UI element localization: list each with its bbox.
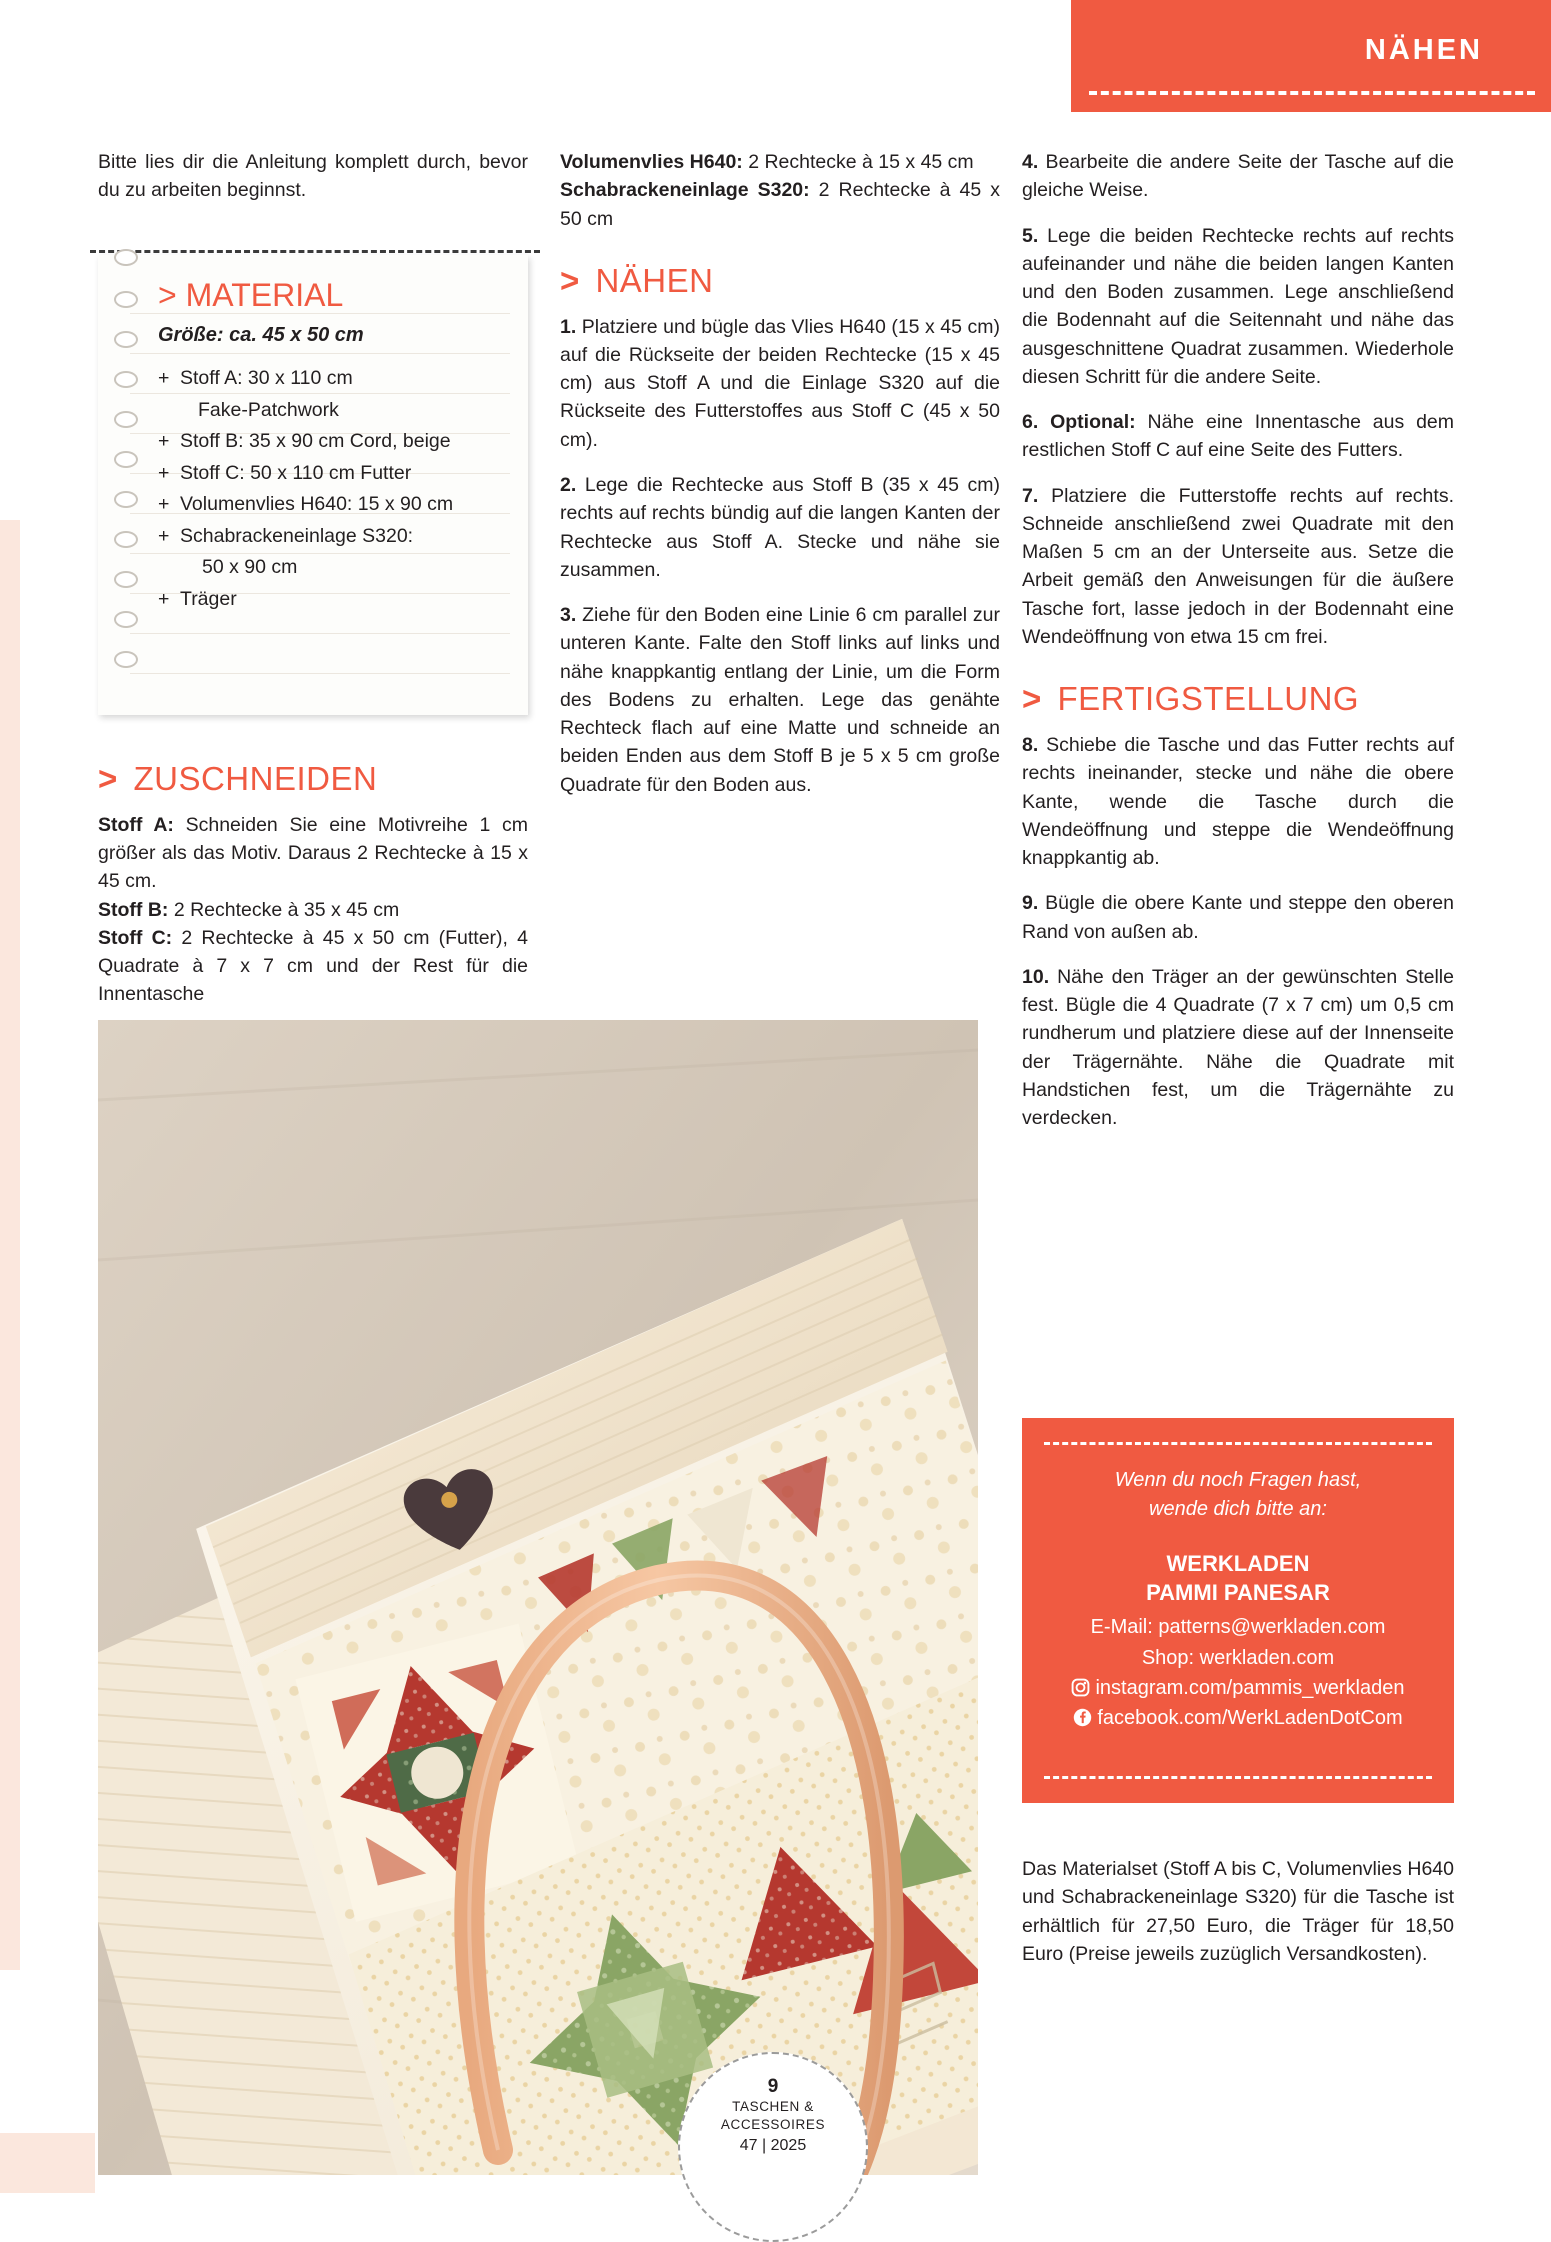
material-item-label: Fake-Patchwork <box>198 398 339 421</box>
instagram-icon <box>1071 1678 1090 1697</box>
naehen-step-1 <box>560 313 1000 454</box>
step-number: 1. <box>560 315 577 338</box>
facebook-icon <box>1073 1708 1092 1727</box>
zuschneiden-stoff-a <box>98 811 528 896</box>
zuschneiden-stoff-c <box>98 924 528 1009</box>
contact-shop[interactable]: Shop: werkladen.com <box>1141 1646 1335 1669</box>
material-item <box>158 552 506 584</box>
intro-paragraph: Bitte lies dir die Anleitung komplett durch, bevor du zu arbeiten beginnst. <box>98 151 528 202</box>
volumenvlies-text: 2 Rechtecke à 15 x 45 cm <box>742 151 974 173</box>
material-item <box>158 426 506 458</box>
chevron-right-icon: > <box>158 277 177 313</box>
volumenvlies-line <box>560 148 1000 176</box>
plus-icon: + <box>158 367 170 389</box>
project-photo <box>98 1020 978 2175</box>
contact-dash-bottom <box>1044 1776 1432 1779</box>
fertigstellung-title-text: FERTIGSTELLUNG <box>1057 680 1360 718</box>
material-item <box>158 584 506 616</box>
schabrackeneinlage-text: 2 Rechtecke à 45 x 50 cm <box>560 179 1000 230</box>
stoff-b-label: Stoff B: <box>98 898 169 921</box>
zuschneiden-title <box>98 755 528 803</box>
step-text: Lege die Rechtecke aus Stoff B (35 x 45 cm) rechts auf rechts bündig auf die langen Kanten der Rechtecke aus Stoff A. Stecke und nähe sie zusammen. <box>560 473 1000 581</box>
chevron-right-icon: > <box>560 261 580 299</box>
plus-icon: + <box>158 588 170 611</box>
step-text: Platziere die Futterstoffe rechts auf rechts. Schneide anschließend zwei Quadrate mit den Maßen 5 cm an der Unterseite aus. Setze die Arbeit gemäß den Anweisungen für die äußere Tasche fort, lasse jedoch in der Bodennaht eine Wendeöffnung von etwa 15 cm frei. <box>1022 484 1454 648</box>
stoff-a-label: Stoff A: <box>98 813 174 836</box>
contact-intro-line2: wende dich bitte an: <box>1149 1498 1327 1520</box>
column-two <box>560 148 1000 816</box>
step-text: Nähe eine Innentasche aus dem restlichen Stoff C auf eine Seite des Futters. <box>1022 411 1455 462</box>
volumenvlies-label: Volumenvlies H640: <box>560 151 743 173</box>
material-item <box>158 363 506 395</box>
fertigstellung-step-8 <box>1022 731 1454 872</box>
step-number: 8. <box>1022 734 1039 757</box>
step-text: Ziehe für den Boden eine Linie 6 cm parallel zur unteren Kante. Falte den Stoff links auf links und nähe knappkantig entlang der Linie, um die Form des Bodens zu erhalten. Lege das genähte Rechteck flach auf eine Matte und schneide an beiden Enden aus dem Stoff B je 5 x 5 cm große Quadrate für den Boden aus. <box>560 604 1000 796</box>
plus-icon: + <box>158 461 170 484</box>
naehen-title-text: NÄHEN <box>595 261 714 299</box>
naehen-step-2 <box>560 471 1000 584</box>
zuschneiden-stoff-b <box>98 896 528 924</box>
material-item-label: Stoff A: 30 x 110 cm <box>180 367 353 389</box>
stoff-c-label: Stoff C: <box>98 926 173 949</box>
material-note-card <box>98 255 528 715</box>
category-banner-label: NÄHEN <box>1364 34 1483 66</box>
step-text: Nähe den Träger an der gewünschten Stelle fest. Bügle die 4 Quadrate (7 x 7 cm) um 0,5 cm rundherum und platziere diese auf der Innenseite der Trägernähte. Nähe die Quadrate mit Handstichen fest, um die Trägernähte zu verdecken. <box>1022 965 1454 1130</box>
contact-facebook-row[interactable] <box>1022 1704 1454 1732</box>
material-title <box>158 277 506 314</box>
step-text: Lege die beiden Rechtecke rechts auf rechts aufeinander und nähe die beiden langen Kanten und den Boden zusammen. Lege anschließend die Bodennaht auf die Seitennaht und nähe das ausgeschnittene Quadrat zusammen. Wiederhole diesen Schritt für die andere Seite. <box>1022 224 1454 388</box>
contact-intro-line1: Wenn du noch Fragen hast, <box>1114 1469 1362 1491</box>
naehen-title <box>560 257 1000 305</box>
zuschneiden-title-text: ZUSCHNEIDEN <box>133 760 378 797</box>
naehen-step-3 <box>560 601 1000 799</box>
step-text: Platziere und bügle das Vlies H640 (15 x 45 cm) auf die Rückseite der beiden Rechtecke (15 x 45 cm) aus Stoff A und die Einlage S320 auf die Rückseite des Futterstoffes aus Stoff C (45 x 50 cm). <box>560 315 1000 451</box>
naehen-step-4 <box>1022 148 1454 205</box>
fertigstellung-step-9 <box>1022 889 1454 946</box>
footer-line-1: TASCHEN & <box>732 2099 814 2114</box>
plus-icon: + <box>158 493 170 516</box>
zuschneiden-section <box>98 755 528 1009</box>
footer-issue: 47 | 2025 <box>739 2137 807 2155</box>
plus-icon: + <box>158 430 170 453</box>
step-number: 9. <box>1022 892 1039 915</box>
naehen-step-5 <box>1022 222 1454 392</box>
contact-box <box>1022 1418 1454 1803</box>
bottom-left-bleed-strip <box>0 2133 95 2193</box>
material-title-text: MATERIAL <box>185 277 344 313</box>
material-item-label: Stoff B: 35 x 90 cm Cord, beige <box>180 430 451 453</box>
chevron-right-icon: > <box>1022 680 1042 718</box>
step-text: Bearbeite die andere Seite der Tasche auf die gleiche Weise. <box>1022 151 1454 202</box>
naehen-step-7 <box>1022 482 1454 652</box>
material-item-label: Träger <box>180 588 237 611</box>
schabrackeneinlage-line <box>560 176 1000 233</box>
material-item-label: Volumenvlies H640: 15 x 90 cm <box>180 493 454 516</box>
material-item-label: Stoff C: 50 x 110 cm Futter <box>180 461 412 484</box>
material-size: Größe: ca. 45 x 50 cm <box>158 324 364 346</box>
material-item <box>158 489 506 521</box>
step-number: 5. <box>1022 224 1039 247</box>
material-list <box>158 363 506 616</box>
stoff-c-text: 2 Rechtecke à 45 x 50 cm (Futter), 4 Quadrate à 7 x 7 cm und der Rest für die Innentasche <box>98 926 528 1006</box>
footer-badge <box>678 2052 868 2242</box>
footer-line-2: ACCESSOIRES <box>720 2117 826 2133</box>
step-number: 10. <box>1022 965 1050 988</box>
schabrackeneinlage-label: Schabrackeneinlage S320: <box>560 179 810 202</box>
category-banner <box>1071 0 1551 112</box>
column-three <box>1022 148 1454 1150</box>
contact-instagram-row[interactable] <box>1022 1674 1454 1702</box>
step-number: 6. Optional: <box>1022 411 1136 434</box>
note-top-dashed-rule <box>90 250 540 253</box>
contact-dash-top <box>1044 1442 1432 1445</box>
material-item <box>158 395 506 427</box>
step-number: 7. <box>1022 484 1039 507</box>
material-item <box>158 521 506 553</box>
plus-icon: + <box>158 524 170 547</box>
left-bleed-strip <box>0 520 20 1970</box>
contact-facebook: facebook.com/WerkLadenDotCom <box>1097 1707 1403 1730</box>
page-number: 9 <box>767 2076 779 2097</box>
fertigstellung-title <box>1022 675 1454 723</box>
contact-email[interactable]: E-Mail: patterns@werkladen.com <box>1090 1616 1386 1639</box>
step-text: Schiebe die Tasche und das Futter rechts auf rechts ineinander, stecke und nähe die obere Kante, wende die Tasche durch die Wendeöffnung und steppe die Wendeöffnung knappkantig ab. <box>1022 734 1454 870</box>
chevron-right-icon: > <box>98 760 118 797</box>
step-text: Bügle die obere Kante und steppe den oberen Rand von außen ab. <box>1022 892 1454 943</box>
fertigstellung-step-10 <box>1022 963 1454 1133</box>
material-item-label: 50 x 90 cm <box>202 556 298 579</box>
banner-dashed-rule <box>1089 91 1535 95</box>
naehen-step-6 <box>1022 408 1454 465</box>
contact-name-line2: PAMMI PANESAR <box>1146 1579 1330 1605</box>
contact-name-line1: WERKLADEN <box>1166 1551 1310 1576</box>
step-number: 4. <box>1022 151 1039 173</box>
material-item <box>158 458 506 490</box>
column-one <box>98 148 528 222</box>
stoff-b-text: 2 Rechtecke à 35 x 45 cm <box>168 898 400 921</box>
materialset-note: Das Materialset (Stoff A bis C, Volumenvlies H640 und Schabrackeneinlage S320) für die Tasche ist erhältlich für 27,50 Euro, die Träger für 18,50 Euro (Preise jeweils zuzüglich Versandkosten). <box>1022 1858 1454 1965</box>
contact-instagram: instagram.com/pammis_werkladen <box>1095 1676 1405 1699</box>
step-number: 3. <box>560 604 577 627</box>
step-number: 2. <box>560 473 577 496</box>
material-item-label: Schabrackeneinlage S320: <box>180 524 414 547</box>
stoff-a-text: Schneiden Sie eine Motivreihe 1 cm größer als das Motiv. Daraus 2 Rechtecke à 15 x 45 cm. <box>98 813 528 893</box>
